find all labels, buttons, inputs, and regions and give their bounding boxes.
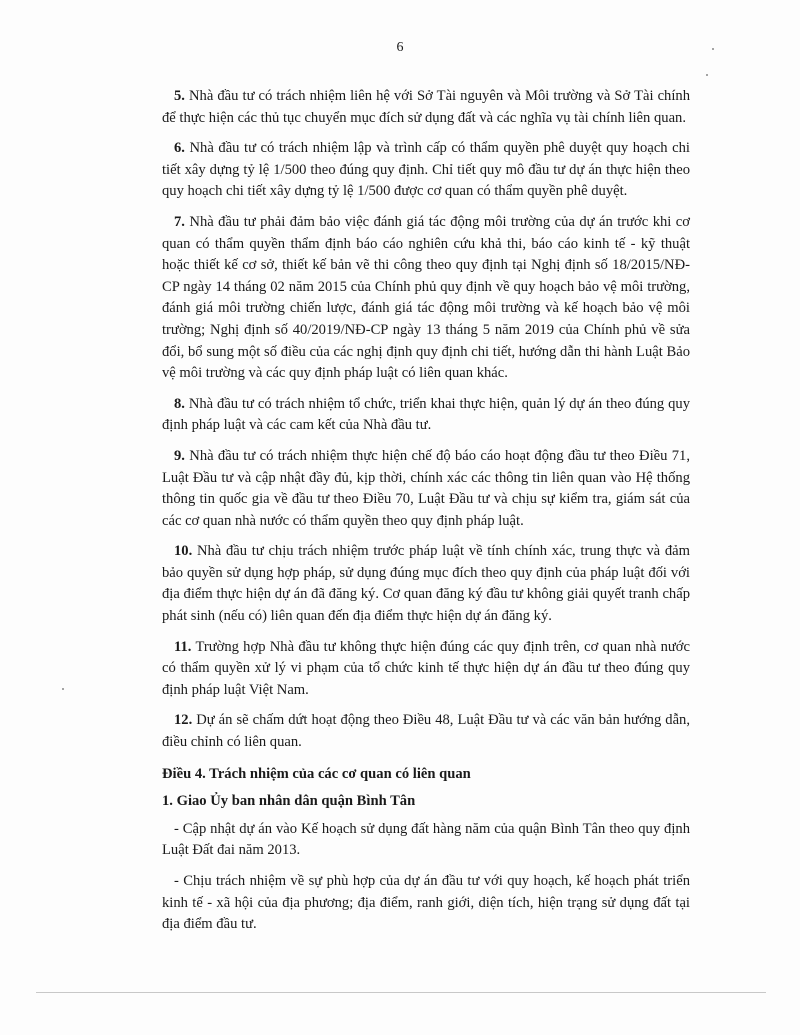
paragraph-10 [162,541,690,627]
paragraph-7 [162,212,690,385]
scan-speck [712,48,714,50]
page-number: 6 [396,40,404,55]
paragraph-number: 8. [174,395,185,412]
paragraph-12 [162,710,690,753]
paragraph-text: Dự án sẽ chấm dứt hoạt động theo Điều 48, Luật Đầu tư và các văn bản hướng dẫn, điều chỉnh có liên quan. [162,712,690,751]
paragraph-number: 9. [174,447,185,464]
paragraph-text: Nhà đầu tư có trách nhiệm thực hiện chế độ báo cáo hoạt động đầu tư theo Điều 71, Luật Đầu tư và cập nhật đầy đủ, kịp thời, chính xác các thông tin liên quan vào Hệ thống thông tin quốc gia về đầu tư theo Điều 70, Luật Đầu tư và chịu sự kiểm tra, giám sát của các cơ quan nhà nước có thẩm quyền theo quy định pháp luật. [162,447,690,529]
paragraph-number: 6. [174,140,185,157]
section-subheading: 1. Giao Ủy ban nhân dân quận Bình Tân [162,793,416,810]
paragraph-text: Nhà đầu tư phải đảm bảo việc đánh giá tác động môi trường của dự án trước khi cơ quan có thẩm quyền thẩm định báo cáo nghiên cứu khả thi, báo cáo kinh tế - kỹ thuật hoặc thiết kế cơ sở, thiết kế bản vẽ thi công theo quy định tại Nghị định số 18/2015/NĐ-CP ngày 14 tháng 02 năm 2015 của Chính phủ quy định về quy hoạch bảo vệ môi trường, đánh giá môi trường chiến lược, đánh giá tác động môi trường và kế hoạch bảo vệ môi trường; Nghị định số 40/2019/NĐ-CP ngày 13 tháng 5 năm 2019 của Chính phủ về sửa đổi, bổ sung một số điều của các nghị định quy định chi tiết, hướng dẫn thi hành Luật Bảo vệ môi trường và các quy định pháp luật có liên quan khác. [162,213,690,382]
paragraph-text: Nhà đầu tư có trách nhiệm lập và trình cấp có thẩm quyền phê duyệt quy hoạch chi tiết xây dựng tỷ lệ 1/500 theo đúng quy định. Chỉ tiết quy mô đầu tư dự án thực hiện theo quy hoạch chi tiết xây dựng tỷ lệ 1/500 được cơ quan có thẩm quyền phê duyệt. [162,140,690,200]
paragraph-number: 10. [174,543,193,560]
paragraph-8 [162,394,690,437]
paragraph-number: 12. [174,712,193,729]
article-heading: Điều 4. Trách nhiệm của các cơ quan có liên quan [162,765,471,782]
scan-speck [62,688,64,690]
document-body [162,86,690,945]
paragraph-11 [162,637,690,702]
bullet-item: - Cập nhật dự án vào Kế hoạch sử dụng đất hàng năm của quận Bình Tân theo quy định Luật Đất đai năm 2013. [162,820,690,859]
paragraph-number: 7. [174,213,185,230]
paragraph-5 [162,86,690,129]
bullet-item: - Chịu trách nhiệm về sự phù hợp của dự án đầu tư với quy hoạch, kế hoạch phát triển kinh tế - xã hội của địa phương; địa điểm, ranh giới, diện tích, hiện trạng sử dụng đất tại địa điểm đầu tư. [162,873,690,933]
scan-edge-line [36,992,766,993]
paragraph-6 [162,138,690,203]
paragraph-text: Nhà đầu tư có trách nhiệm liên hệ với Sở Tài nguyên và Môi trường và Sở Tài chính để thực hiện các thủ tục chuyển mục đích sử dụng đất và các nghĩa vụ tài chính liên quan. [162,88,690,126]
paragraph-text: Nhà đầu tư chịu trách nhiệm trước pháp luật về tính chính xác, trung thực và đảm bảo quyền sử dụng hợp pháp, sử dụng đúng mục đích theo quy định của pháp luật đối với địa điểm thực hiện dự án đã đăng ký. Cơ quan đăng ký đầu tư không giải quyết tranh chấp phát sinh (nếu có) liên quan đến địa điểm thực hiện dự án đăng ký. [162,543,690,625]
paragraph-9 [162,446,690,532]
paragraph-text: Trường hợp Nhà đầu tư không thực hiện đúng các quy định trên, cơ quan nhà nước có thẩm quyền xử lý vi phạm của tổ chức kinh tế thực hiện dự án đầu tư theo đúng quy định pháp luật Việt Nam. [162,638,690,698]
paragraph-number: 11. [174,638,192,655]
scan-speck [706,74,708,76]
paragraph-text: Nhà đầu tư có trách nhiệm tổ chức, triển khai thực hiện, quản lý dự án theo đúng quy định pháp luật và các cam kết của Nhà đầu tư. [162,395,690,434]
paragraph-number: 5. [174,88,185,104]
